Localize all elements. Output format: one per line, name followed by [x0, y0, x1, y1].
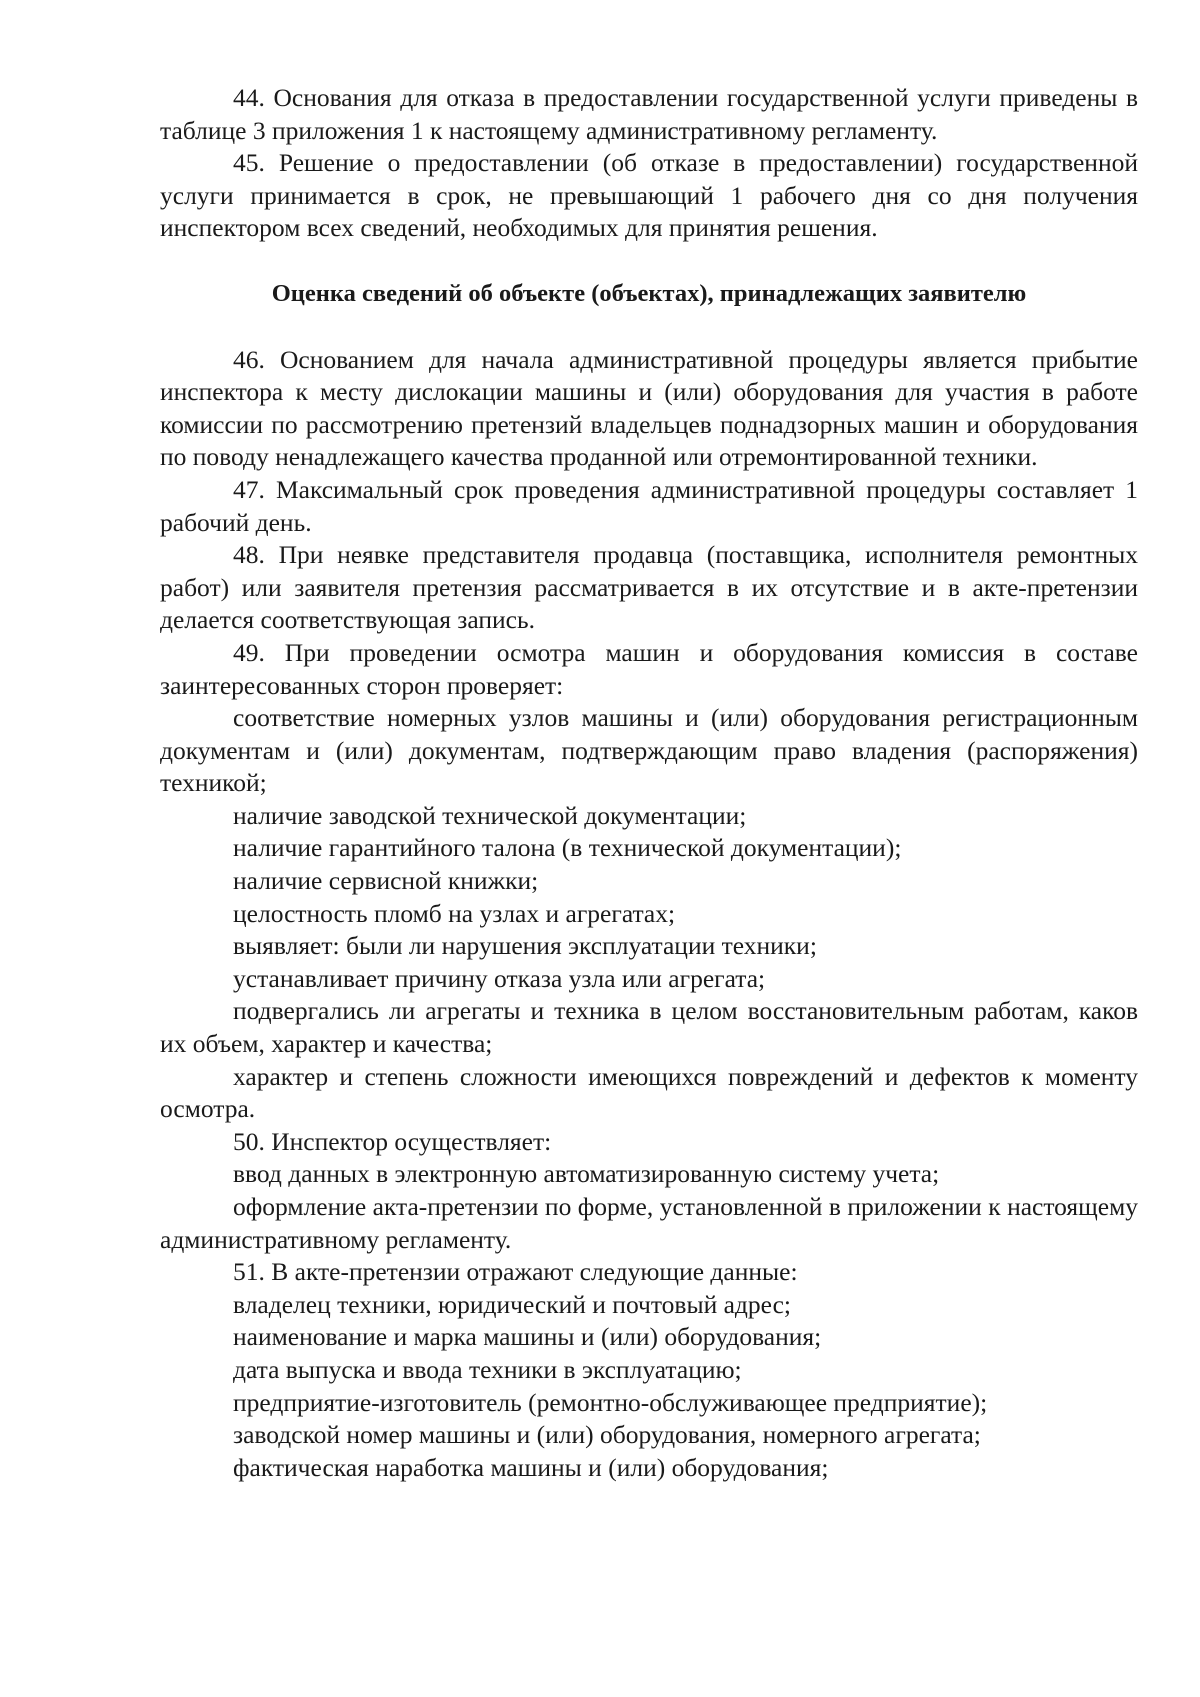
section-heading: Оценка сведений об объекте (объектах), принадлежащих заявителю — [271, 279, 1027, 307]
paragraph-49: 49. При проведении осмотра машин и оборудования комиссия в составе заинтересованных сторон проверяет: — [160, 637, 1138, 700]
paragraph-51: 51. В акте-претензии отражают следующие данные: — [233, 1257, 798, 1287]
paragraph-45: 45. Решение о предоставлении (об отказе в предоставлении) государственной услуги принимается в срок, не превышающий 1 рабочего дня со дня получения инспектором всех сведений, необходимых для принятия решения. — [160, 148, 1138, 243]
list-item-violations: выявляет: были ли нарушения эксплуатации техники; — [233, 931, 817, 961]
list-item-seals: целостность пломб на узлах и агрегатах; — [233, 898, 676, 928]
paragraph-44: 44. Основания для отказа в предоставлении государственной услуги приведены в таблице 3 приложения 1 к настоящему административному регламенту. — [160, 83, 1138, 145]
document-page — [160, 82, 1138, 1484]
list-item-damage: характер и степень сложности имеющихся повреждений и дефектов к моменту осмотра. — [160, 1061, 1138, 1124]
list-item-manufacturer: предприятие-изготовитель (ремонтно-обслуживающее предприятие); — [233, 1387, 988, 1417]
list-item-name-brand: наименование и марка машины и (или) оборудования; — [233, 1322, 822, 1352]
list-item-factory-docs: наличие заводской технической документации; — [233, 800, 747, 830]
paragraph-48: 48. При неявке представителя продавца (поставщика, исполнителя ремонтных работ) или заявителя претензия рассматривается в их отсутствие и в акте-претензии делается соответствующая запись. — [160, 540, 1138, 635]
paragraph-47: 47. Максимальный срок проведения административной процедуры составляет 1 рабочий день. — [160, 474, 1138, 537]
list-item-act-form: оформление акта-претензии по форме, установленной в приложении к настоящему административному регламенту. — [160, 1192, 1138, 1254]
list-item-warranty: наличие гарантийного талона (в технической документации); — [233, 833, 902, 863]
paragraph-46: 46. Основанием для начала административной процедуры является прибытие инспектора к месту дислокации машины и (или) оборудования для участия в работе комиссии по рассмотрению претензий владельцев поднадзорных машин и оборудования по поводу ненадлежащего качества проданной или отремонтированной техники. — [160, 344, 1138, 472]
list-item-serial-number: заводской номер машины и (или) оборудования, номерного агрегата; — [233, 1420, 981, 1450]
list-item-service-book: наличие сервисной книжки; — [233, 866, 539, 896]
list-item-owner: владелец техники, юридический и почтовый адрес; — [233, 1289, 792, 1319]
list-item-failure-cause: устанавливает причину отказа узла или агрегата; — [233, 963, 766, 993]
list-item-release-date: дата выпуска и ввода техники в эксплуатацию; — [233, 1354, 742, 1384]
list-item-restoration: подвергались ли агрегаты и техника в целом восстановительным работам, каков их объем, характер и качества; — [160, 996, 1138, 1059]
list-item-numbered-units: соответствие номерных узлов машины и (или) оборудования регистрационным документам и (или) документам, подтверждающим право владения (распоряжения) техникой; — [160, 703, 1138, 798]
paragraph-50: 50. Инспектор осуществляет: — [233, 1126, 552, 1156]
list-item-data-entry: ввод данных в электронную автоматизированную систему учета; — [233, 1159, 940, 1189]
list-item-operating-hours: фактическая наработка машины и (или) оборудования; — [233, 1452, 829, 1482]
